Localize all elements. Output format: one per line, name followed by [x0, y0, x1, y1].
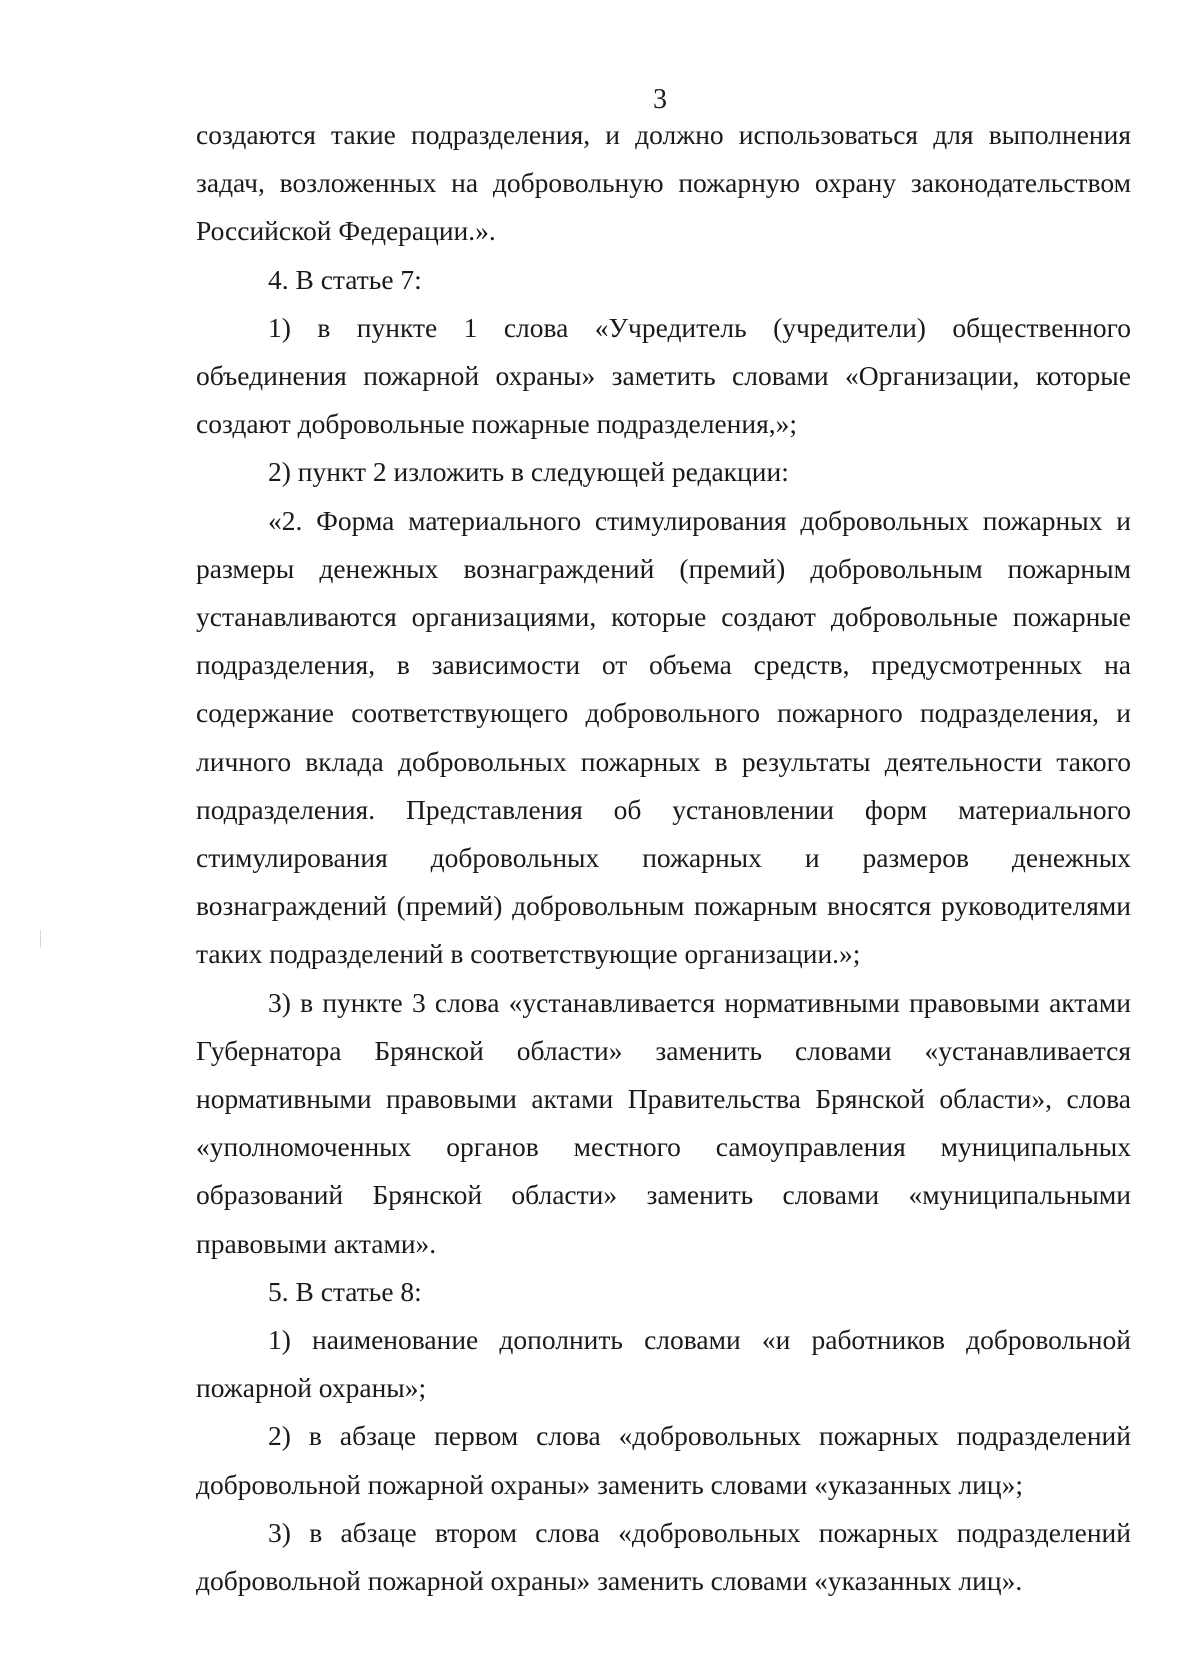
paragraph-article-7-item-2: 2) пункт 2 изложить в следующей редакции:	[268, 456, 789, 488]
paragraph-article-7-heading: 4. В статье 7:	[268, 263, 422, 295]
paragraph-article-8-heading: 5. В статье 8:	[268, 1275, 422, 1307]
paragraph-continuation: создаются такие подразделения, и должно использоваться для выполнения задач, возложенных на добровольную пожарную охрану законодательством Российской Федерации.».	[196, 119, 1131, 247]
paragraph-article-7-item-2-text: «2. Форма материального стимулирования добровольных пожарных и размеры денежных вознаграждений (премий) добровольным пожарным устанавливаются организациями, которые создают добровольные пожарные подразделения, в зависимости от объема средств, предусмотренных на содержание соответствующего добровольного пожарного подразделения, и личного вклада добровольных пожарных в результаты деятельности такого подразделения. Представления об установлении форм материального стимулирования добровольных пожарных и размеров денежных вознаграждений (премий) добровольным пожарным вносятся руководителями таких подразделений в соответствующие организации.»;	[196, 504, 1131, 970]
paragraph-article-7-item-3: 3) в пункте 3 слова «устанавливается нормативными правовыми актами Губернатора Брянской области» заменить словами «устанавливается нормативными правовыми актами Правительства Брянской области», слова «уполномоченных органов местного самоуправления муниципальных образований Брянской области» заменить словами «муниципальными правовыми актами».	[196, 986, 1131, 1259]
paragraph-article-8-item-2: 2) в абзаце первом слова «добровольных пожарных подразделений добровольной пожарной охраны» заменить словами «указанных лиц»;	[196, 1420, 1131, 1500]
document-body	[196, 111, 1131, 1605]
paragraph-article-7-item-1: 1) в пункте 1 слова «Учредитель (учредители) общественного объединения пожарной охраны» заметить словами «Организации, которые создают добровольные пожарные подразделения,»;	[196, 311, 1131, 440]
scan-artifact	[40, 930, 41, 948]
paragraph-article-8-item-3: 3) в абзаце втором слова «добровольных пожарных подразделений добровольной пожарной охраны» заменить словами «указанных лиц».	[196, 1516, 1131, 1597]
page-number: 3	[653, 84, 667, 115]
paragraph-article-8-item-1: 1) наименование дополнить словами «и работников добровольной пожарной охраны»;	[196, 1324, 1131, 1404]
